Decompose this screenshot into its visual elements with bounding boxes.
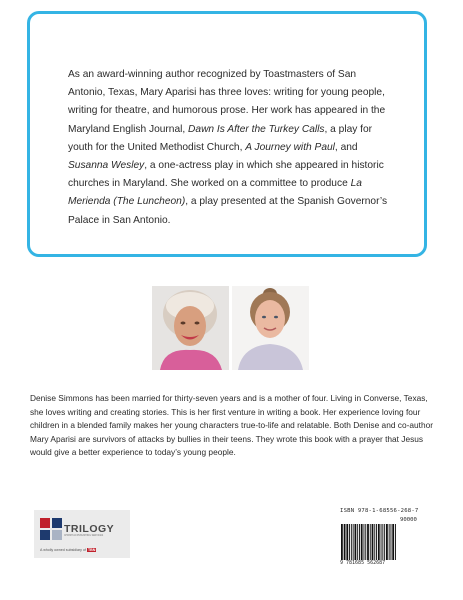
barcode-bar [381, 524, 382, 560]
barcode-bar [346, 524, 348, 560]
work-title: A Journey with Paul [245, 141, 335, 153]
barcode-bar [367, 524, 369, 560]
portrait-younger-woman-icon [232, 286, 309, 370]
barcode-icon [341, 524, 427, 560]
publisher-name: TRILOGY [64, 523, 115, 535]
author-bio-top-text [68, 66, 390, 230]
author-bio-box [27, 11, 427, 257]
work-title: Dawn Is After the Turkey Calls [188, 123, 325, 135]
barcode-bar [395, 524, 396, 560]
barcode-bar [372, 524, 374, 560]
barcode-bar [341, 524, 343, 560]
isbn-barcode-block [340, 508, 428, 566]
bio-text-segment: , a play for youth for the United Methodist Church, [68, 123, 373, 153]
barcode-bar [355, 524, 357, 560]
work-title: Susanna Wesley [68, 160, 145, 172]
barcode-bar [370, 524, 371, 560]
portrait-older-woman-icon [152, 286, 229, 370]
barcode-bar [357, 524, 358, 560]
barcode-bar [376, 524, 377, 560]
bio-text-segment: , a one-actress play in which she appeared in historic churches in Maryland. She worked on a committee to produce [68, 160, 384, 190]
barcode-bar [389, 524, 390, 560]
publisher-logo [34, 510, 130, 558]
barcode-bar [351, 524, 352, 560]
barcode-bar [365, 524, 366, 560]
barcode-digits: 9 781685 562687 [340, 560, 386, 566]
barcode-bar [359, 524, 360, 560]
barcode-bar [392, 524, 394, 560]
barcode-bar [384, 524, 385, 560]
barcode-bar [344, 524, 346, 560]
work-title: La Merienda (The Luncheon) [68, 178, 362, 208]
barcode-bar [364, 524, 365, 560]
publisher-subsidiary-prefix: A wholly owned subsidiary of [40, 548, 86, 552]
publisher-subsidiary-line [40, 548, 96, 552]
barcode-bar [353, 524, 354, 560]
barcode-bar [361, 524, 363, 560]
tbn-badge: TBN [87, 548, 96, 552]
bio-text-segment: As an award-winning author recognized by Toastmasters of San Antonio, Texas, Mary Aparisi has three loves: writing for young people, writing for theatre, and humorous prose. Her work has appeared in the Maryland English Journal, [68, 69, 386, 135]
barcode-bar [374, 524, 375, 560]
author-photo-left [152, 286, 229, 370]
author-bio-bottom-text: Denise Simmons has been married for thirty-seven years and is a mother of four. Living in Converse, Texas, she loves writing and creating stories. This is her first venture in writing a book. Her experience loving four children in a blended family makes her young characters true-to-life and relatable. Both Denise and co-author Mary Aparisi are survivors of attacks by bullies in their teens. They wrote this book with a prayer that Jesus would give a better experience to today’s young people. [30, 393, 434, 458]
barcode-bar [391, 524, 392, 560]
barcode-bar [382, 524, 383, 560]
barcode-bar [349, 524, 350, 560]
bio-text-segment: , and [334, 141, 358, 153]
author-photo-right [232, 286, 309, 370]
bio-text-segment: , a play presented at the Spanish Governor’s Palace in San Antonio. [68, 196, 388, 226]
publisher-tagline: CHRISTIAN PUBLISHING SERVICES [64, 535, 104, 537]
price-code: 90000 [400, 517, 417, 523]
barcode-bar [378, 524, 380, 560]
isbn-label: ISBN 978-1-68556-268-7 [340, 508, 419, 514]
barcode-bar [386, 524, 388, 560]
trilogy-logo-mark-icon [40, 518, 62, 542]
